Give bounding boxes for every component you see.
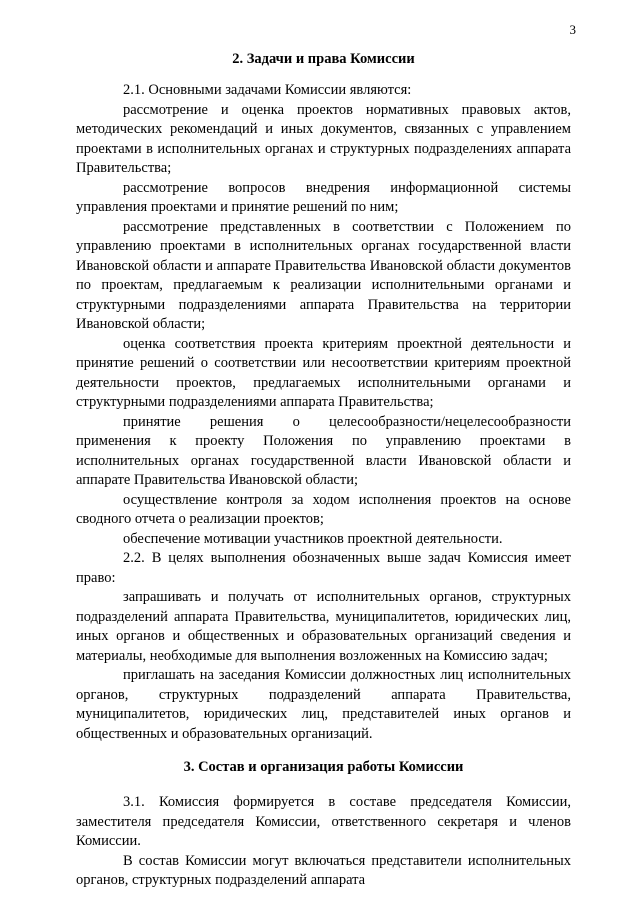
paragraph: рассмотрение вопросов внедрения информационной системы управления проектами и принятие решений по ним;: [76, 179, 571, 215]
section-heading-tasks: 2. Задачи и права Комиссии: [232, 51, 415, 67]
paragraph: 2.1. Основными задачами Комиссии являются:: [123, 82, 412, 98]
paragraph: осуществление контроля за ходом исполнения проектов на основе сводного отчета о реализации проектов;: [76, 491, 571, 527]
section-heading-composition: 3. Состав и организация работы Комиссии: [183, 759, 464, 775]
paragraph: рассмотрение представленных в соответствии с Положением по управлению проектами в исполнительных органах государственной власти Ивановской области и аппарате Правительства Ивановской области документов по проектам, предлагаемым к реализации исполнительными органами и структурными подразделениями аппарата Правительства на территории Ивановской области;: [76, 218, 571, 332]
paragraph: запрашивать и получать от исполнительных органов, структурных подразделений аппарата Правительства, муниципалитетов, юридических лиц, иных органов и общественных и образовательных организаций сведения и материалы, необходимые для выполнения возложенных на Комиссию задач;: [76, 589, 571, 664]
paragraph: оценка соответствия проекта критериям проектной деятельности и принятие решений о соответствии или несоответствии критериям проектной деятельности проектов, предлагаемых исполнительными органами и структурными подразделениями аппарата Правительства;: [76, 335, 571, 410]
paragraph: В состав Комиссии могут включаться представители исполнительных органов, структурных подразделений аппарата: [76, 852, 571, 888]
paragraph: принятие решения о целесообразности/нецелесообразности применения к проекту Положения по управлению проектами в исполнительных органах государственной власти Ивановской области и аппарате Правительства Ивановской области;: [76, 413, 571, 488]
paragraph: 2.2. В целях выполнения обозначенных выше задач Комиссия имеет право:: [76, 550, 571, 586]
section-tasks-body: [76, 81, 571, 744]
section-composition-body: [76, 793, 571, 891]
document-body: [76, 50, 571, 891]
paragraph: обеспечение мотивации участников проектной деятельности.: [123, 530, 503, 547]
paragraph: 3.1. Комиссия формируется в составе председателя Комиссии, заместителя председателя Комиссии, ответственного секретаря и членов Комиссии.: [76, 794, 571, 849]
page-number: 3: [569, 22, 576, 37]
paragraph: приглашать на заседания Комиссии должностных лиц исполнительных органов, структурных подразделений аппарата Правительства, муниципалитетов, юридических лиц, представителей иных органов и общественных и образовательных организаций.: [76, 667, 571, 742]
paragraph: рассмотрение и оценка проектов нормативных правовых актов, методических рекомендаций и иных документов, связанных с управлением проектами в исполнительных органах и структурных подразделениях аппарата Правительства;: [76, 101, 571, 176]
